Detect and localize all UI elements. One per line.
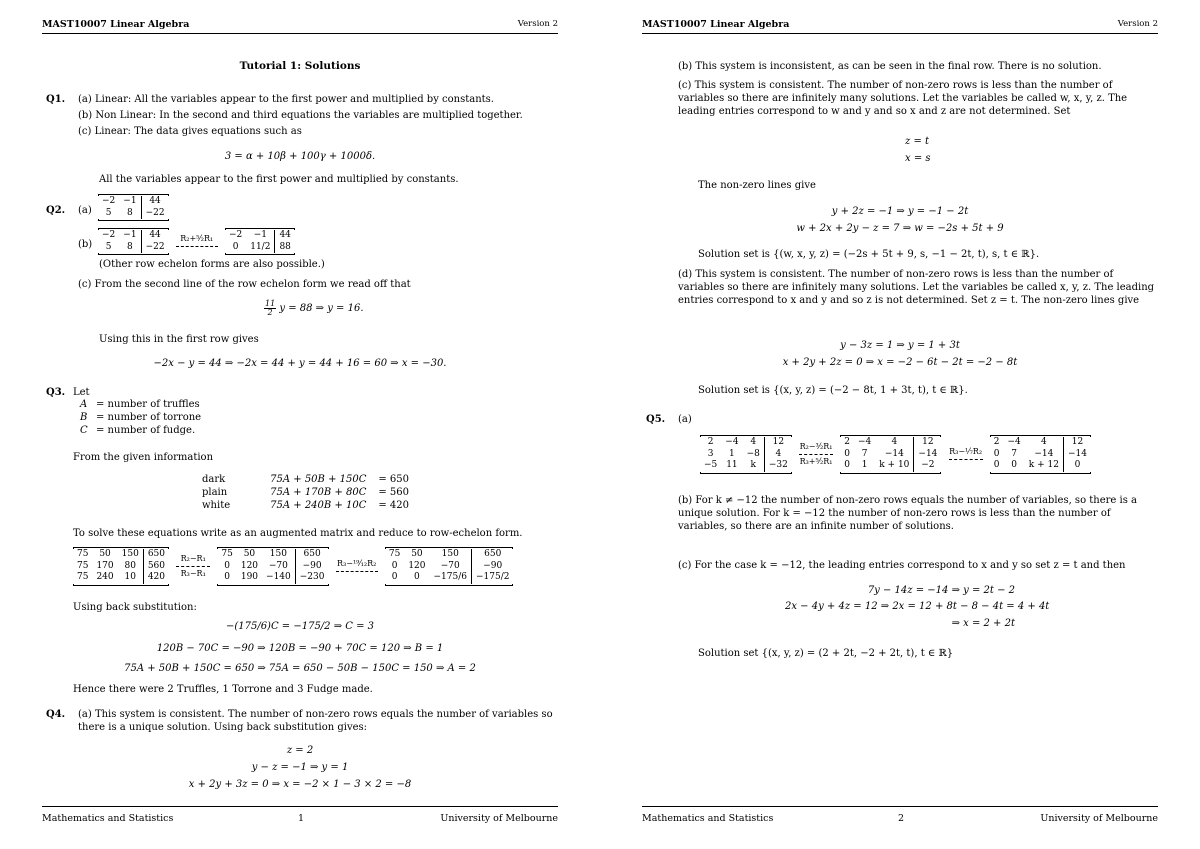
q3-back: Using back substitution:	[73, 602, 197, 613]
q2-matrix-a: −2 −1 44 5 8 −22	[98, 194, 169, 221]
q2-b-note: (Other row echelon forms are also possible.)	[99, 259, 325, 270]
q1-b: (b) Non Linear: In the second and third equations the variables are multiplied together.	[78, 110, 523, 121]
q4-c-4: y + 2z = −1 ⇒ y = −1 − 2t	[831, 206, 969, 217]
page-footer: Mathematics and Statistics 2 University of Melbourne	[642, 806, 1158, 829]
page-number: 1	[298, 813, 305, 824]
q3-given: From the given information	[73, 452, 214, 463]
q4-c-6: Solution set is {(w, x, y, z) = (−2s + 5t + 9, s, −1 − 2t, t), s, t ∈ ℝ}.	[698, 249, 1040, 260]
q2-matrix-b: −2 −1 44 5 8 −22 R₂+⁵⁄₂R₁ −2 −1 44 0 11/2 88	[98, 228, 295, 255]
q4-c-1: z = t	[905, 136, 930, 147]
q4-d-1: y − 3z = 1 ⇒ y = 1 + 3t	[840, 340, 960, 351]
q4-c-2: x = s	[905, 153, 931, 164]
q4-a-1: z = 2	[286, 745, 314, 756]
q2-c-equation-2: −2x − y = 44 ⇒ −2x = 44 + y = 44 + 16 = 60 ⇒ x = −30.	[153, 358, 447, 369]
q5-c-3: ⇒ x = 2 + 2t	[951, 618, 1015, 629]
q1-after: All the variables appear to the first power and multiplied by constants.	[99, 174, 459, 185]
version-label: Version 2	[517, 19, 558, 29]
course-title: MAST10007 Linear Algebra	[642, 19, 790, 30]
q3-back-2: 120B − 70C = −90 ⇒ 120B = −90 + 70C = 120 ⇒ B = 1	[156, 643, 444, 654]
q4-a: (a) This system is consistent. The number of non-zero rows equals the number of variables so there is a unique solution. Using back substitution gives:	[78, 709, 553, 733]
q3-back-1: −(175/6)C = −175/2 ⇒ C = 3	[225, 621, 375, 632]
q4-a-2: y − z = −1 ⇒ y = 1	[251, 762, 349, 773]
q1-c: (c) Linear: The data gives equations such as	[78, 126, 302, 137]
q4-c-3: The non-zero lines give	[698, 180, 816, 191]
q5-c-4: Solution set {(x, y, z) = (2 + 2t, −2 + 2t, t), t ∈ ℝ}	[698, 648, 954, 659]
q4-a-3: x + 2y + 3z = 0 ⇒ x = −2 × 1 − 3 × 2 = −8	[188, 779, 412, 790]
page-footer: Mathematics and Statistics 1 University of Melbourne	[42, 806, 558, 829]
q2-label: Q2.	[46, 205, 66, 216]
q1-label: Q1.	[46, 94, 66, 105]
page-2	[600, 0, 1200, 849]
q3-hence: Hence there were 2 Truffles, 1 Torrone and 3 Fudge made.	[73, 684, 373, 695]
q4-d: (d) This system is consistent. The number of non-zero rows is less than the number of variables so there are infinitely many solutions. Let the variables be called x, y, z. The leading entries correspond to x and y and so z is not determined. Set z = t. The non-zero lines give	[678, 269, 1155, 306]
page-header	[642, 19, 1158, 34]
q1-equation: 3 = α + 10β + 100γ + 1000δ.	[224, 151, 376, 162]
q3-matrices: 75 50 150 650 75 170 80 560 75 240 10 420 $\frac{\text{R₂−R₁}}{\text{R₃−R₁}}$ 75 50 150 650 0 120 −70 −90 0 190 −140 −230 R₃−¹⁹⁄₁₂R₂ 75 50 150 650 0 120 −70 −90 0 0 −175/6 −175/2	[73, 547, 513, 586]
course-title: MAST10007 Linear Algebra	[42, 19, 190, 30]
document-title: Tutorial 1: Solutions	[239, 60, 361, 72]
q3-definitions: A = number of truffles B = number of torrone C = number of fudge.	[80, 399, 202, 436]
q4-d-3: Solution set is {(x, y, z) = (−2 − 8t, 1 + 3t, t), t ∈ ℝ}.	[698, 385, 968, 396]
q5-b: (b) For k ≠ −12 the number of non-zero rows equals the number of variables, so there is a unique solution. For k = −12 the number of non-zero rows is less than the number of variables, so there are an infinite number of solutions.	[678, 495, 1137, 532]
q5-c-2: 2x − 4y + 4z = 12 ⇒ 2x = 12 + 8t − 8 − 4t = 4 + 4t	[785, 601, 1050, 612]
q2-b-label: (b)	[78, 239, 93, 250]
version-label: Version 2	[1117, 19, 1158, 29]
q2-c-text: Using this in the first row gives	[99, 334, 259, 345]
q4-c-5: w + 2x + 2y − z = 7 ⇒ w = −2s + 5t + 9	[796, 223, 1004, 234]
q4-d-2: x + 2y + 2z = 0 ⇒ x = −2 − 6t − 2t = −2 − 8t	[782, 357, 1018, 368]
q3-equations: dark 75A + 50B + 150C = 650 plain 75A + 170B + 80C = 560 white 75A + 240B + 10C = 420	[202, 474, 410, 511]
q5-c: (c) For the case k = −12, the leading entries correspond to x and y so set z = t and then	[678, 560, 1126, 571]
q5-a-label: (a)	[678, 414, 692, 425]
q4-b: (b) This system is inconsistent, as can be seen in the final row. There is no solution.	[678, 61, 1102, 72]
q3-back-3: 75A + 50B + 150C = 650 ⇒ 75A = 650 − 50B − 150C = 150 ⇒ A = 2	[124, 663, 476, 674]
q4-c: (c) This system is consistent. The number of non-zero rows is less than the number of variables so there are infinitely many solutions. Let the variables be called w, x, y, z. The leading entries correspond to w and y and so x and z are not determined. Set	[678, 80, 1128, 117]
q3-let: Let	[73, 387, 90, 398]
page-number: 2	[898, 813, 905, 824]
q2-c-equation: $\frac{11}{2}$ y = 88 ⇒ y = 16.	[265, 299, 364, 317]
q3-label: Q3.	[46, 387, 66, 398]
q4-label: Q4.	[46, 709, 66, 720]
page-header	[42, 19, 558, 34]
q2-a-label: (a)	[78, 205, 92, 216]
q5-matrices: 2 −4 4 12 3 1 −8 4 −5 11 k −32 $\frac{\text{R₂−³⁄₂R₁}}{\text{R₃+⁵⁄₂R₁}}$ 2 −4 4 12 0 7 −14 −14 0 1 k + 10 −2 R₃−¹⁄₇R₂ 2 −4 4 12 0 7 −14 −14 0 0 k + 12 0	[700, 435, 1091, 474]
q2-c: (c) From the second line of the row echelon form we read off that	[78, 279, 411, 290]
q5-label: Q5.	[646, 414, 666, 425]
q3-solve: To solve these equations write as an augmented matrix and reduce to row-echelon form.	[73, 528, 523, 539]
q1-a: (a) Linear: All the variables appear to the first power and multiplied by constants.	[78, 94, 494, 105]
q5-c-1: 7y − 14z = −14 ⇒ y = 2t − 2	[867, 585, 1015, 596]
